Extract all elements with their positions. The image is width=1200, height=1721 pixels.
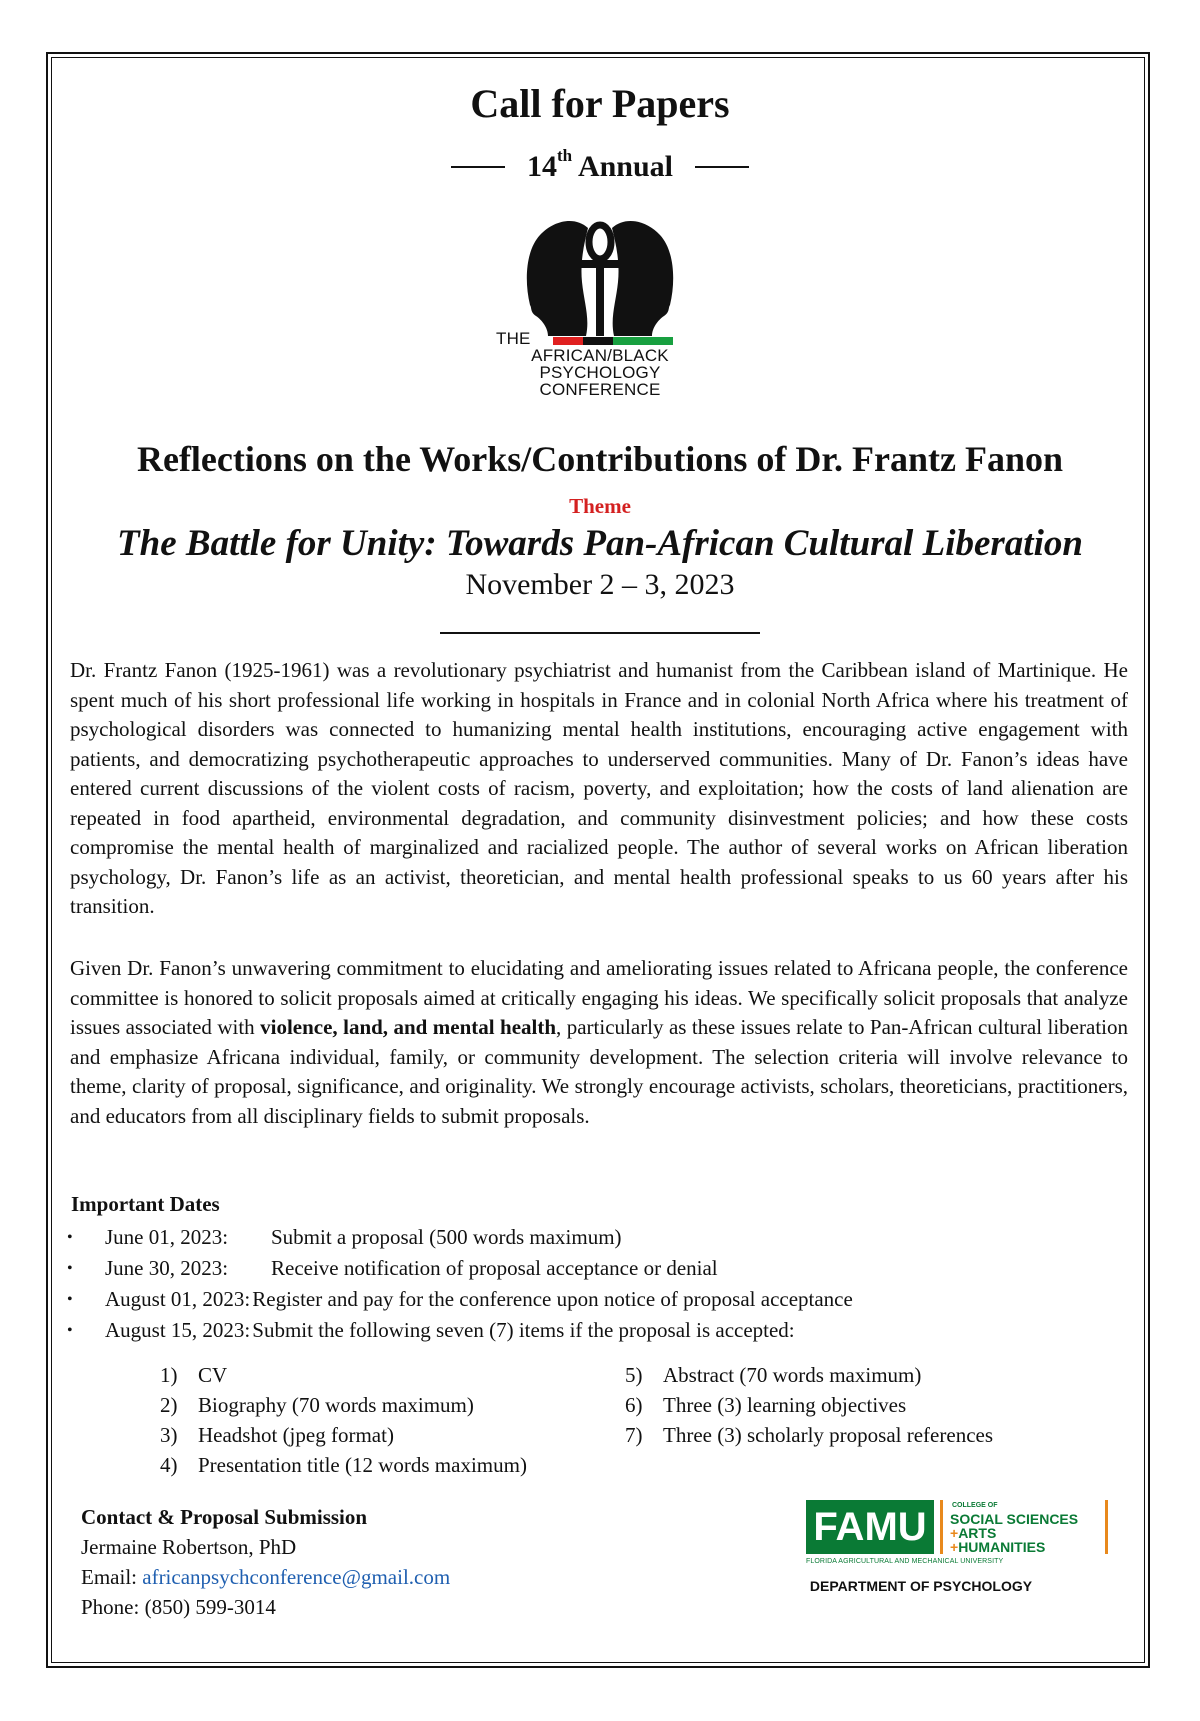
paragraph-solicitation <box>70 954 1128 1131</box>
paragraph-intro: Dr. Frantz Fanon (1925-1961) was a revolutionary psychiatrist and humanist from the Caribbean island of Martinique. He spent much of his short professional life working in hospitals in France and in colonial North Africa where his treatment of psychological disorders was connected to humanizing mental health institutions, encouraging active engagement with patients, and democratizing psychotherapeutic approaches to underserved communities. Many of Dr. Fanon’s ideas have entered current discussions of the violent costs of racism, poverty, and exploitation; how the costs of land alienation are repeated in food apartheid, environmental degradation, and community disinvestment policies; and how these costs compromise the mental health of marginalized and racialized people. The author of several works on African liberation psychology, Dr. Fanon’s life as an activist, theoretician, and mental health professional speaks to us 60 years after his transition. <box>70 658 1128 918</box>
famu-plus: + <box>950 1539 959 1555</box>
para2-emphasis: violence, land, and mental health <box>260 1015 557 1039</box>
required-item <box>625 1390 993 1420</box>
item-text: Headshot (jpeg format) <box>198 1423 394 1447</box>
date-item <box>67 1222 1127 1253</box>
logo-line-4: CONFERENCE <box>539 380 661 399</box>
annual-label <box>526 146 674 184</box>
date-item <box>67 1284 1127 1315</box>
date-label: August 15, 2023: <box>105 1318 251 1342</box>
required-items-left <box>160 1360 527 1480</box>
date-label: June 01, 2023: <box>105 1225 229 1249</box>
left-rule <box>451 166 505 168</box>
para2-end: , particularly as these issues relate to Pan-African cultural liberation and emphasize Africana individual, family, or community development. The selection criteria will involve relevance to theme, clarity of proposal, significance, and originality. We strongly encourage activists, scholars, theoreticians, practitioners, and educators from all disciplinary fields to submit proposals. <box>70 1015 1128 1128</box>
annual-number: 14 <box>526 150 557 183</box>
item-number: 2) <box>160 1393 178 1417</box>
date-label: August 01, 2023: <box>105 1287 251 1311</box>
famu-department: DEPARTMENT OF PSYCHOLOGY <box>809 1578 1033 1594</box>
logo-wordmark <box>490 330 710 398</box>
famu-arts: ARTS <box>958 1525 997 1541</box>
famu-humanities: HUMANITIES <box>958 1539 1046 1555</box>
item-text: Three (3) scholarly proposal references <box>663 1423 994 1447</box>
logo-line-3: PSYCHOLOGY <box>539 363 661 382</box>
para2-start: Given Dr. Fanon’s unwavering commitment to elucidating and ameliorating issues related to Africana people, the conference committee is honored to solicit proposals aimed at critically engaging his ideas. We specifically solicit proposals that analyze issues associated with <box>70 956 1128 1039</box>
date-text: Submit a proposal (500 words maximum) <box>271 1225 622 1249</box>
required-items-right <box>625 1360 993 1450</box>
date-text: Register and pay for the conference upon notice of proposal acceptance <box>252 1287 853 1311</box>
item-text: CV <box>198 1363 228 1387</box>
item-number: 4) <box>160 1453 178 1477</box>
contact-block <box>81 1502 450 1622</box>
divider <box>440 632 760 634</box>
required-item <box>160 1390 527 1420</box>
famu-college-label: COLLEGE OF <box>952 1502 998 1509</box>
headline: Reflections on the Works/Contributions of Dr. Frantz Fanon <box>136 439 1064 479</box>
right-rule <box>695 166 749 168</box>
theme-title: The Battle for Unity: Towards Pan-African Cultural Liberation <box>117 523 1083 564</box>
required-item <box>625 1420 993 1450</box>
contact-heading: Contact & Proposal Submission <box>81 1505 368 1529</box>
required-item <box>160 1360 527 1390</box>
contact-phone: Phone: (850) 599-3014 <box>81 1595 276 1619</box>
famu-college-name <box>950 1512 1078 1554</box>
page-title: Call for Papers <box>470 81 730 126</box>
annual-line <box>0 146 1200 184</box>
contact-name: Jermaine Robertson, PhD <box>81 1535 297 1559</box>
logo-line-2: AFRICAN/BLACK <box>531 346 669 365</box>
required-item <box>160 1420 527 1450</box>
email-label: Email: <box>81 1565 143 1589</box>
famu-social-sciences: SOCIAL SCIENCES <box>950 1511 1079 1527</box>
email-link[interactable]: africanpsychconference@gmail.com <box>142 1565 451 1589</box>
annual-suffix: th <box>556 146 573 165</box>
required-item <box>625 1360 993 1390</box>
bullet-icon: • <box>67 1322 73 1339</box>
item-number: 5) <box>625 1363 643 1387</box>
theme-label: Theme <box>569 494 631 518</box>
annual-word: Annual <box>577 150 674 183</box>
date-text: Receive notification of proposal acceptance or denial <box>271 1256 718 1280</box>
bullet-icon: • <box>67 1291 73 1308</box>
famu-logo <box>806 1500 1122 1610</box>
important-dates-heading: Important Dates <box>71 1192 220 1216</box>
item-text: Presentation title (12 words maximum) <box>198 1453 527 1477</box>
date-text: Submit the following seven (7) items if the proposal is accepted: <box>252 1318 795 1342</box>
bullet-icon: • <box>67 1260 73 1277</box>
important-dates-list <box>67 1222 1127 1346</box>
conference-dates: November 2 – 3, 2023 <box>465 568 735 601</box>
famu-plus: + <box>950 1525 959 1541</box>
date-label: June 30, 2023: <box>105 1256 229 1280</box>
item-number: 6) <box>625 1393 643 1417</box>
bullet-icon: • <box>67 1229 73 1246</box>
item-number: 3) <box>160 1423 178 1447</box>
item-number: 7) <box>625 1423 643 1447</box>
item-text: Three (3) learning objectives <box>663 1393 907 1417</box>
logo-line-1: THE <box>496 329 531 348</box>
famu-university: FLORIDA AGRICULTURAL AND MECHANICAL UNIVERSITY <box>806 1558 1004 1565</box>
famu-wordmark: FAMU <box>806 1500 934 1554</box>
item-text: Biography (70 words maximum) <box>198 1393 474 1417</box>
item-text: Abstract (70 words maximum) <box>663 1363 922 1387</box>
item-number: 1) <box>160 1363 178 1387</box>
date-item <box>67 1253 1127 1284</box>
required-item <box>160 1450 527 1480</box>
date-item <box>67 1315 1127 1346</box>
contact-email-row <box>81 1562 450 1592</box>
